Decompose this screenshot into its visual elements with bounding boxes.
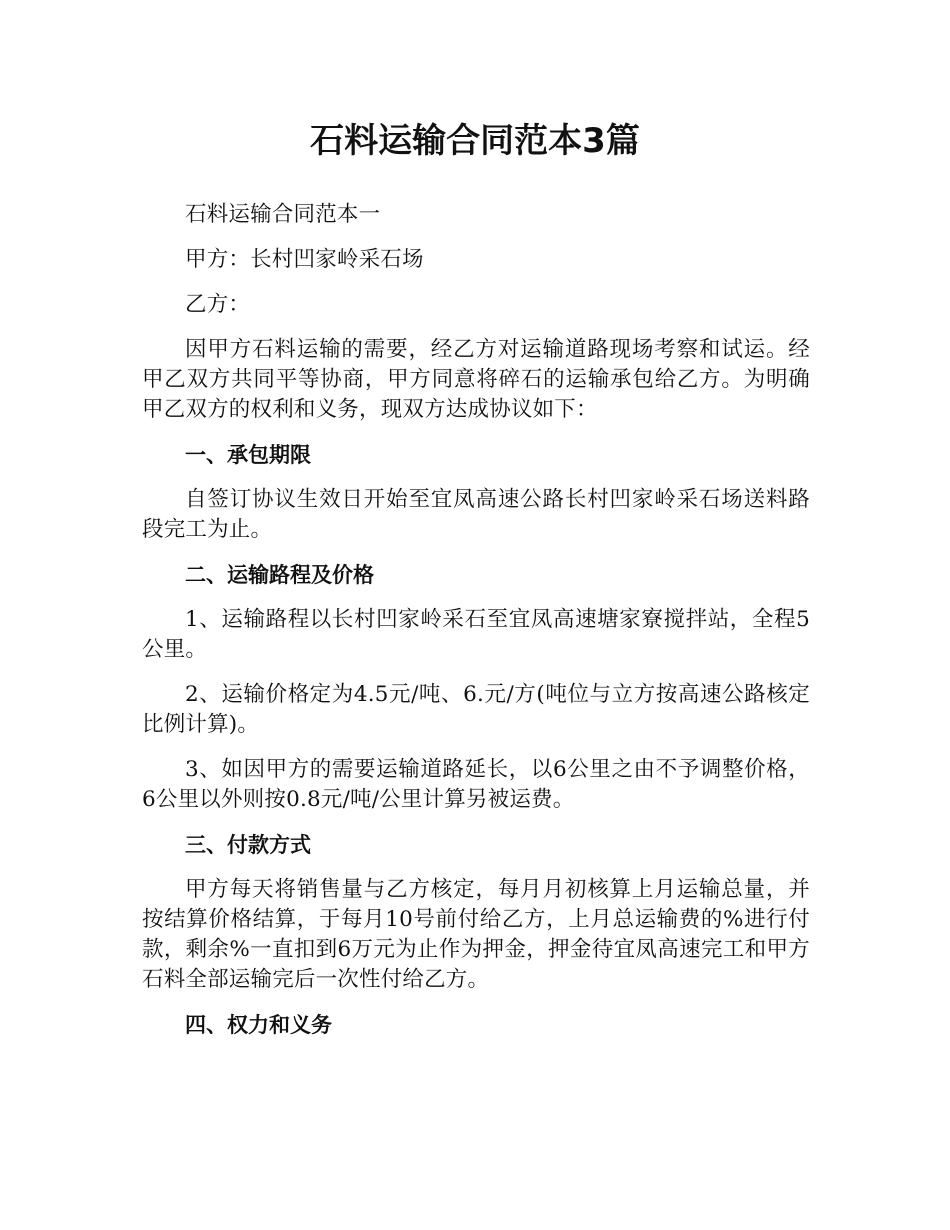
section-heading-term: 一、承包期限: [185, 443, 311, 467]
paragraph-route: 1、运输路程以长村凹家岭采石至宜凤高速塘家寮搅拌站，全程5公里。: [142, 607, 810, 662]
paragraph-payment: 甲方每天将销售量与乙方核定，每月月初核算上月运输总量，并按结算价格结算，于每月10号前付给乙方，上月总运输费的%进行付款，剩余%一直扣到6万元为止作为押金，押金待宜凤高速完工和甲方石料全部运输完后一次性付给乙方。: [142, 877, 810, 992]
document-body: [142, 200, 810, 1055]
section-heading-payment: 三、付款方式: [185, 833, 311, 857]
paragraph-party-a: 甲方：长村凹家岭采石场: [185, 247, 424, 272]
paragraph-price: 2、运输价格定为4.5元/吨、6.元/方(吨位与立方按高速公路核定比例计算)。: [142, 682, 810, 737]
paragraph-preamble: 因甲方石料运输的需要，经乙方对运输道路现场考察和试运。经甲乙双方共同平等协商，甲方同意将碎石的运输承包给乙方。为明确甲乙双方的权利和义务，现双方达成协议如下：: [142, 337, 810, 422]
paragraph-party-b: 乙方：: [185, 292, 251, 317]
paragraph-term: 自签订协议生效日开始至宜凤高速公路长村凹家岭采石场送料路段完工为止。: [142, 487, 810, 542]
section-heading-rights: 四、权力和义务: [185, 1013, 332, 1037]
section-heading-route-price: 二、运输路程及价格: [185, 563, 374, 587]
document-title: 石料运输合同范本3篇: [310, 121, 640, 161]
paragraph-contract-heading: 石料运输合同范本一: [185, 202, 381, 227]
paragraph-extension: 3、如因甲方的需要运输道路延长，以6公里之由不予调整价格，6公里以外则按0.8元/吨/公里计算另被运费。: [142, 757, 810, 812]
